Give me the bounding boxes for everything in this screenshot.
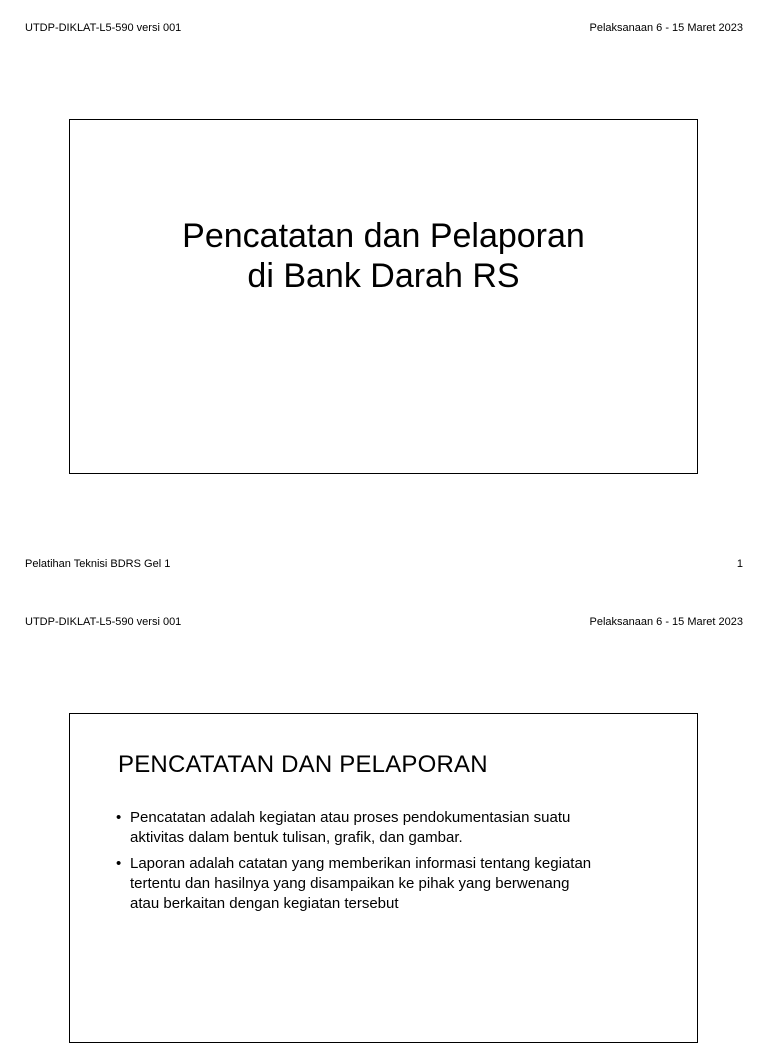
bullet-text-line: aktivitas dalam bentuk tulisan, grafik, dan gambar. [130, 829, 463, 846]
bullet-icon: • [116, 809, 122, 826]
page1-footer-page-number: 1 [736, 558, 743, 570]
slide-1-title-line1: Pencatatan dan Pelaporan [182, 217, 585, 255]
bullet-text-line: Laporan adalah catatan yang memberikan informasi tentang kegiatan [130, 855, 592, 872]
slide-1-title-line2: di Bank Darah RS [247, 257, 520, 295]
page1-header-doc-code: UTDP-DIKLAT-L5-590 versi 001 [25, 22, 182, 34]
slide-2 [69, 713, 698, 1043]
bullet-text-line: atau berkaitan dengan kegiatan tersebut [130, 895, 399, 912]
slide-2-bullet-list [116, 808, 676, 920]
page1-header-date: Pelaksanaan 6 - 15 Maret 2023 [589, 22, 743, 34]
bullet-text-line: tertentu dan hasilnya yang disampaikan ke pihak yang berwenang [130, 875, 570, 892]
slide-1-title [70, 216, 697, 296]
bullet-icon: • [116, 855, 122, 872]
slide-2-title: PENCATATAN DAN PELAPORAN [118, 751, 488, 778]
slide-1 [69, 119, 698, 474]
page2-header-doc-code: UTDP-DIKLAT-L5-590 versi 001 [25, 616, 182, 628]
bullet-item-pencatatan [116, 808, 676, 848]
bullet-item-laporan [116, 854, 676, 914]
page1-footer-course: Pelatihan Teknisi BDRS Gel 1 [25, 558, 171, 570]
page2-header-date: Pelaksanaan 6 - 15 Maret 2023 [589, 616, 743, 628]
bullet-text-line: Pencatatan adalah kegiatan atau proses pendokumentasian suatu [130, 809, 571, 826]
